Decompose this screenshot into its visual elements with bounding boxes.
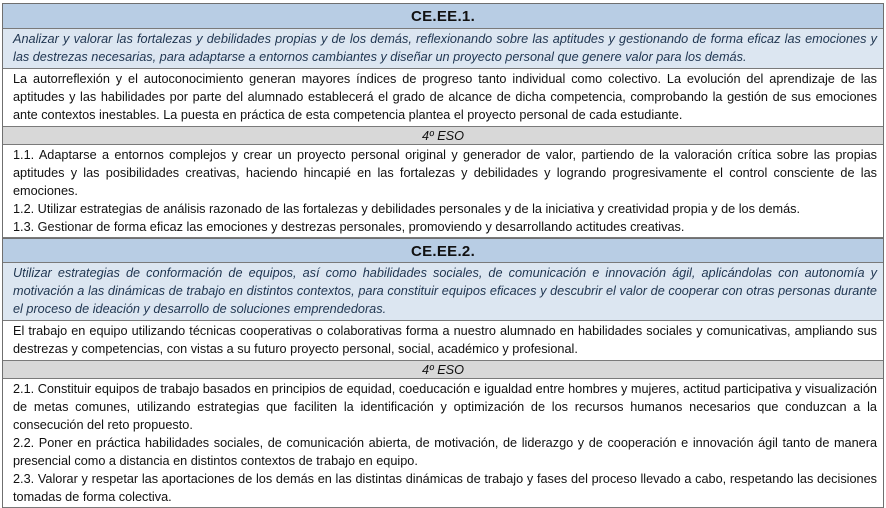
section-1-description: Analizar y valorar las fortalezas y debilidades propias y de los demás, reflexionando sobre las aptitudes y gestionando de forma eficaz las emociones y las destrezas necesarias, para adaptarse a entornos cambiantes y diseñar un proyecto personal que genere valor para los demás. — [3, 29, 883, 69]
section-1-title: CE.EE.1. — [3, 4, 883, 29]
section-2-criteria — [3, 379, 883, 508]
criterion-2-3: 2.3. Valorar y respetar las aportaciones de los demás en las distintas dinámicas de trabajo y fases del proceso llevado a cabo, respetando las decisiones tomadas de forma colectiva. — [13, 472, 877, 504]
section-2-level: 4º ESO — [3, 361, 883, 379]
section-1-explanation: La autorreflexión y el autoconocimiento generan mayores índices de progreso tanto individual como colectivo. La evolución del aprendizaje de las aptitudes y las habilidades por parte del alumnado establecerá el grado de alcance de dicha competencia, comprobando la gestión de sus emociones ante contextos inestables. La puesta en práctica de esta competencia plantea el proyecto personal de cada estudiante. — [3, 69, 883, 127]
section-1-criteria — [3, 145, 883, 238]
section-2-title: CE.EE.2. — [3, 238, 883, 263]
criterion-2-1: 2.1. Constituir equipos de trabajo basados en principios de equidad, coeducación e igualdad entre hombres y mujeres, actitud participativa y visualización de metas comunes, utilizando estrategias que faciliten la identificación y optimización de los recursos humanos necesarios que conduzcan a la consecución del reto propuesto. — [13, 382, 877, 432]
section-2-description: Utilizar estrategias de conformación de equipos, así como habilidades sociales, de comunicación e innovación ágil, aplicándolas con autonomía y motivación a las dinámicas de trabajo en distintos contextos, para constituir equipos eficaces y descubrir el valor de cooperar con otras personas durante el proceso de ideación y desarrollo de soluciones emprendedoras. — [3, 263, 883, 321]
criterion-1-3: 1.3. Gestionar de forma eficaz las emociones y destrezas personales, promoviendo y desarrollando actitudes creativas. — [13, 220, 685, 234]
section-1-level: 4º ESO — [3, 127, 883, 145]
section-2-explanation: El trabajo en equipo utilizando técnicas cooperativas o colaborativas forma a nuestro alumnado en habilidades sociales y comunicativas, ampliando sus destrezas y competencias, con vistas a su futuro proyecto personal, social, académico y profesional. — [3, 321, 883, 361]
criterion-2-2: 2.2. Poner en práctica habilidades sociales, de comunicación abierta, de motivación, de liderazgo y de cooperación e innovación ágil tanto de manera presencial como a distancia en distintos contextos de trabajo en equipo. — [13, 436, 877, 468]
criterion-1-2: 1.2. Utilizar estrategias de análisis razonado de las fortalezas y debilidades personales y de la iniciativa y creatividad propia y de los demás. — [13, 202, 801, 216]
criterion-1-1: 1.1. Adaptarse a entornos complejos y crear un proyecto personal original y generador de valor, partiendo de la valoración crítica sobre las propias aptitudes y las posibilidades creativas, haciendo hincapié en las fortalezas y debilidades y logrando progresivamente el control consciente de las emociones. — [13, 148, 877, 198]
competencies-table — [2, 3, 884, 508]
